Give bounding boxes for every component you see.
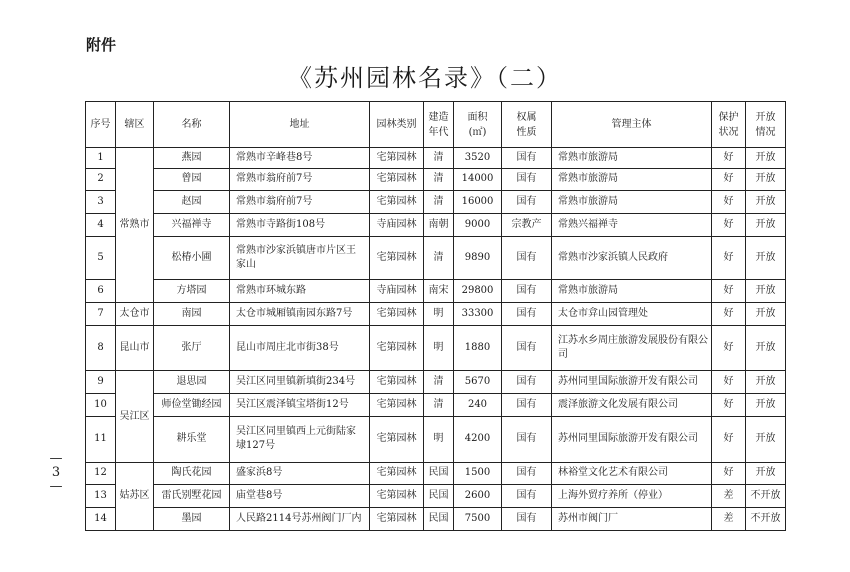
cell-manager — [552, 417, 712, 463]
cell-no: 6 — [86, 280, 116, 303]
page-number-dash-top: — — [49, 451, 63, 466]
cell-name: 耕乐堂 — [154, 417, 230, 463]
cell-protection: 好 — [712, 148, 746, 169]
cell-name: 张厅 — [154, 325, 230, 371]
cell-protection: 好 — [712, 214, 746, 237]
cell-protection: 好 — [712, 303, 746, 326]
header-era-line2: 年代 — [428, 126, 449, 138]
table-row — [86, 280, 786, 303]
cell-no: 7 — [86, 303, 116, 326]
cell-address — [230, 462, 370, 485]
cell-name: 曾园 — [154, 168, 230, 191]
cell-name: 赵园 — [154, 191, 230, 214]
cell-name: 陶氏花园 — [154, 462, 230, 485]
table-row — [86, 462, 786, 485]
header-district: 辖区 — [116, 102, 154, 148]
cell-area: 16000 — [454, 191, 502, 214]
page-number-dash-bottom: — — [49, 479, 63, 494]
cell-category: 宅第园林 — [370, 394, 424, 417]
cell-protection: 好 — [712, 417, 746, 463]
attachment-label: 附件 — [86, 36, 117, 54]
cell-open: 开放 — [746, 394, 786, 417]
cell-address-line1: 盛家浜8号 — [236, 467, 283, 479]
cell-open: 开放 — [746, 303, 786, 326]
cell-ownership: 国有 — [502, 325, 552, 371]
cell-category: 宅第园林 — [370, 168, 424, 191]
cell-manager-line2: 司 — [558, 349, 568, 361]
cell-name: 兴福禅寺 — [154, 214, 230, 237]
header-era-line1: 建造 — [428, 111, 449, 123]
cell-address — [230, 508, 370, 531]
cell-area: 9000 — [454, 214, 502, 237]
table-row — [86, 325, 786, 371]
cell-open: 开放 — [746, 191, 786, 214]
header-ownership-line2: 性质 — [516, 126, 537, 138]
header-era — [424, 102, 454, 148]
cell-category: 宅第园林 — [370, 417, 424, 463]
cell-manager-line1: 上海外贸疗养所（停业） — [558, 490, 668, 502]
cell-manager-line1: 江苏水乡周庄旅游发展股份有限公 — [558, 335, 708, 347]
table-body — [86, 148, 786, 531]
header-name: 名称 — [154, 102, 230, 148]
cell-no: 14 — [86, 508, 116, 531]
cell-protection: 好 — [712, 280, 746, 303]
cell-category: 寺庙园林 — [370, 280, 424, 303]
cell-address — [230, 148, 370, 169]
cell-category: 宅第园林 — [370, 462, 424, 485]
cell-era: 清 — [424, 148, 454, 169]
table-row — [86, 168, 786, 191]
header-area-line1: 面积 — [467, 111, 488, 123]
cell-era: 明 — [424, 417, 454, 463]
cell-ownership: 国有 — [502, 168, 552, 191]
cell-manager — [552, 303, 712, 326]
cell-era: 清 — [424, 168, 454, 191]
cell-address — [230, 236, 370, 279]
cell-open: 不开放 — [746, 485, 786, 508]
cell-area: 240 — [454, 394, 502, 417]
cell-address — [230, 168, 370, 191]
cell-manager — [552, 191, 712, 214]
cell-area: 9890 — [454, 236, 502, 279]
cell-protection: 好 — [712, 191, 746, 214]
cell-open: 开放 — [746, 214, 786, 237]
cell-era: 明 — [424, 325, 454, 371]
cell-no: 4 — [86, 214, 116, 237]
cell-manager — [552, 508, 712, 531]
cell-address-line1: 吴江区同里镇西上元街陆家 — [236, 426, 356, 438]
cell-manager-line1: 林裕堂文化艺术有限公司 — [558, 467, 668, 479]
table-row — [86, 394, 786, 417]
page-number — [48, 452, 64, 494]
cell-era: 明 — [424, 303, 454, 326]
header-no: 序号 — [86, 102, 116, 148]
garden-list-table — [85, 101, 786, 531]
cell-open: 开放 — [746, 148, 786, 169]
cell-manager-line1: 常熟市旅游局 — [558, 196, 618, 208]
cell-area: 4200 — [454, 417, 502, 463]
cell-ownership: 国有 — [502, 280, 552, 303]
header-open-line2: 情况 — [755, 126, 776, 138]
cell-manager — [552, 214, 712, 237]
table-row — [86, 485, 786, 508]
cell-category: 宅第园林 — [370, 325, 424, 371]
cell-manager — [552, 168, 712, 191]
cell-manager-line1: 常熟市旅游局 — [558, 173, 618, 185]
cell-era: 南朝 — [424, 214, 454, 237]
cell-name: 墨园 — [154, 508, 230, 531]
cell-area: 1500 — [454, 462, 502, 485]
cell-address-line2: 家山 — [236, 259, 256, 271]
cell-protection: 好 — [712, 236, 746, 279]
cell-ownership: 国有 — [502, 236, 552, 279]
cell-address — [230, 417, 370, 463]
cell-manager-line1: 震泽旅游文化发展有限公司 — [558, 399, 678, 411]
cell-manager-line1: 苏州市阀门厂 — [558, 513, 618, 525]
cell-name: 燕园 — [154, 148, 230, 169]
cell-ownership: 国有 — [502, 462, 552, 485]
cell-category: 宅第园林 — [370, 485, 424, 508]
table-row — [86, 417, 786, 463]
table-row — [86, 303, 786, 326]
cell-address-line1: 常熟市翁府前7号 — [236, 173, 313, 185]
cell-no: 11 — [86, 417, 116, 463]
cell-category: 宅第园林 — [370, 371, 424, 394]
cell-ownership: 国有 — [502, 191, 552, 214]
cell-no: 12 — [86, 462, 116, 485]
header-address: 地址 — [230, 102, 370, 148]
cell-address-line1: 常熟市沙家浜镇唐市片区王 — [236, 245, 356, 257]
table-header-row — [86, 102, 786, 148]
document-title: 《苏州园林名录》（二） — [288, 64, 562, 92]
cell-name: 南园 — [154, 303, 230, 326]
cell-manager — [552, 394, 712, 417]
cell-manager-line1: 苏州同里国际旅游开发有限公司 — [558, 433, 698, 445]
header-category: 园林类别 — [370, 102, 424, 148]
header-open — [746, 102, 786, 148]
cell-era: 民国 — [424, 485, 454, 508]
cell-address — [230, 325, 370, 371]
cell-address-line1: 太仓市城厢镇南园东路7号 — [236, 307, 353, 319]
cell-era: 清 — [424, 394, 454, 417]
cell-no: 13 — [86, 485, 116, 508]
cell-district: 昆山市 — [116, 325, 154, 371]
cell-address — [230, 371, 370, 394]
cell-era: 民国 — [424, 508, 454, 531]
cell-area: 7500 — [454, 508, 502, 531]
header-area-line2: (㎡) — [468, 126, 487, 138]
cell-ownership: 国有 — [502, 371, 552, 394]
cell-address — [230, 303, 370, 326]
cell-no: 2 — [86, 168, 116, 191]
cell-open: 开放 — [746, 325, 786, 371]
cell-address — [230, 394, 370, 417]
header-manager: 管理主体 — [552, 102, 712, 148]
cell-open: 开放 — [746, 462, 786, 485]
cell-district: 常熟市 — [116, 148, 154, 303]
cell-ownership: 国有 — [502, 417, 552, 463]
cell-ownership: 国有 — [502, 485, 552, 508]
cell-area: 14000 — [454, 168, 502, 191]
cell-area: 5670 — [454, 371, 502, 394]
cell-protection: 好 — [712, 394, 746, 417]
cell-category: 寺庙园林 — [370, 214, 424, 237]
cell-category: 宅第园林 — [370, 508, 424, 531]
cell-category: 宅第园林 — [370, 148, 424, 169]
cell-protection: 差 — [712, 485, 746, 508]
cell-protection: 差 — [712, 508, 746, 531]
header-ownership — [502, 102, 552, 148]
cell-manager-line1: 常熟市旅游局 — [558, 151, 618, 163]
header-protection — [712, 102, 746, 148]
cell-name: 师俭堂锄经园 — [154, 394, 230, 417]
cell-address-line1: 常熟市翁府前7号 — [236, 196, 313, 208]
cell-protection: 好 — [712, 371, 746, 394]
cell-address-line1: 常熟市辛峰巷8号 — [236, 151, 313, 163]
cell-area: 2600 — [454, 485, 502, 508]
cell-open: 开放 — [746, 417, 786, 463]
cell-name: 退思园 — [154, 371, 230, 394]
cell-address-line1: 庙堂巷8号 — [236, 490, 283, 502]
cell-era: 南宋 — [424, 280, 454, 303]
header-ownership-line1: 权属 — [516, 111, 537, 123]
cell-no: 5 — [86, 236, 116, 279]
table-row — [86, 148, 786, 169]
header-protection-line2: 状况 — [718, 126, 739, 138]
cell-category: 宅第园林 — [370, 303, 424, 326]
cell-era: 清 — [424, 371, 454, 394]
cell-open: 不开放 — [746, 508, 786, 531]
cell-address-line1: 昆山市周庄北市街38号 — [236, 342, 339, 354]
cell-address — [230, 485, 370, 508]
cell-ownership: 宗教产 — [502, 214, 552, 237]
cell-manager — [552, 325, 712, 371]
cell-name: 松椿小圃 — [154, 236, 230, 279]
cell-address — [230, 191, 370, 214]
cell-no: 1 — [86, 148, 116, 169]
cell-no: 10 — [86, 394, 116, 417]
cell-ownership: 国有 — [502, 303, 552, 326]
table-row — [86, 371, 786, 394]
cell-protection: 好 — [712, 325, 746, 371]
cell-manager-line1: 常熟市旅游局 — [558, 285, 618, 297]
cell-ownership: 国有 — [502, 508, 552, 531]
cell-category: 宅第园林 — [370, 191, 424, 214]
cell-manager — [552, 485, 712, 508]
cell-address-line1: 吴江区震泽镇宝塔街12号 — [236, 399, 349, 411]
cell-district: 太仓市 — [116, 303, 154, 326]
cell-address-line2: 埭127号 — [236, 440, 276, 452]
cell-address — [230, 214, 370, 237]
cell-area: 3520 — [454, 148, 502, 169]
header-open-line1: 开放 — [755, 111, 776, 123]
cell-manager-line1: 太仓市弇山园管理处 — [558, 307, 648, 319]
cell-protection: 好 — [712, 168, 746, 191]
cell-manager-line1: 苏州同里国际旅游开发有限公司 — [558, 376, 698, 388]
cell-no: 8 — [86, 325, 116, 371]
table-row — [86, 191, 786, 214]
cell-era: 清 — [424, 191, 454, 214]
cell-area: 33300 — [454, 303, 502, 326]
cell-address — [230, 280, 370, 303]
cell-area: 29800 — [454, 280, 502, 303]
cell-protection: 好 — [712, 462, 746, 485]
cell-address-line1: 吴江区同里镇新填街234号 — [236, 376, 356, 388]
cell-name: 方塔园 — [154, 280, 230, 303]
cell-open: 开放 — [746, 371, 786, 394]
cell-manager — [552, 148, 712, 169]
cell-open: 开放 — [746, 236, 786, 279]
cell-manager — [552, 280, 712, 303]
cell-address-line1: 常熟市寺路街108号 — [236, 219, 326, 230]
cell-manager — [552, 236, 712, 279]
cell-manager — [552, 371, 712, 394]
cell-open: 开放 — [746, 168, 786, 191]
page-number-value: 3 — [51, 465, 61, 480]
cell-era: 民国 — [424, 462, 454, 485]
cell-era: 清 — [424, 236, 454, 279]
cell-address-line1: 人民路2114号苏州阀门厂内 — [236, 513, 362, 525]
cell-category: 宅第园林 — [370, 236, 424, 279]
cell-district: 姑苏区 — [116, 462, 154, 530]
header-area — [454, 102, 502, 148]
cell-ownership: 国有 — [502, 148, 552, 169]
cell-no: 9 — [86, 371, 116, 394]
cell-district: 吴江区 — [116, 371, 154, 462]
cell-manager-line1: 常熟兴福禅寺 — [558, 219, 618, 230]
cell-name: 雷氏别墅花园 — [154, 485, 230, 508]
table-row — [86, 508, 786, 531]
table-row — [86, 236, 786, 279]
header-protection-line1: 保护 — [718, 111, 739, 123]
cell-open: 开放 — [746, 280, 786, 303]
cell-address-line1: 常熟市环城东路 — [236, 285, 306, 297]
cell-manager — [552, 462, 712, 485]
cell-area: 1880 — [454, 325, 502, 371]
cell-no: 3 — [86, 191, 116, 214]
table-row — [86, 214, 786, 237]
cell-ownership: 国有 — [502, 394, 552, 417]
cell-manager-line1: 常熟市沙家浜镇人民政府 — [558, 252, 668, 264]
